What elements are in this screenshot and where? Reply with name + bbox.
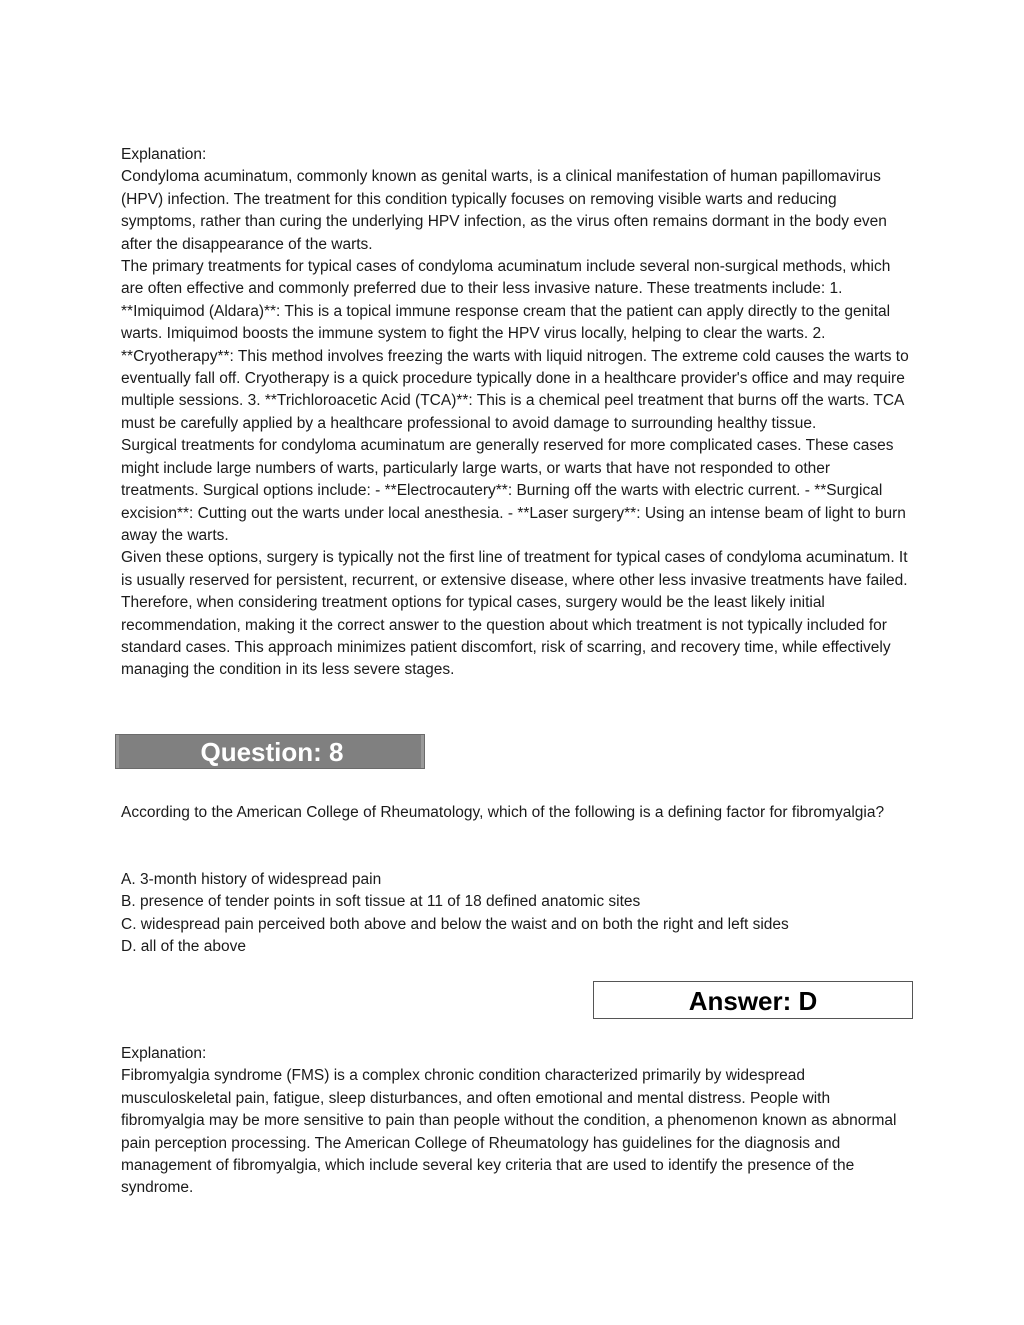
answer-label: Answer: D [688, 986, 818, 1016]
explanation-paragraph: Surgical treatments for condyloma acuminatum are generally reserved for more complicated cases. These cases might include large numbers of warts, particularly large warts, or warts that have not responded to other treatments. Surgical options include: - **Electrocautery**: Burning off the warts with electric current. - **Surgical excision**: Cutting out the warts under local anesthesia. - **Laser surgery**: Using an intense beam of light to burn away the warts. [121, 437, 906, 544]
question-text-block [121, 802, 911, 824]
explanation-label: Explanation: [121, 1045, 207, 1062]
option-a: A. 3-month history of widespread pain [121, 871, 382, 888]
explanation-label: Explanation: [121, 146, 207, 163]
explanation-paragraph: Condyloma acuminatum, commonly known as genital warts, is a clinical manifestation of human papillomavirus (HPV) infection. The treatment for this condition typically focuses on removing visible warts and reducing symptoms, rather than curing the underlying HPV infection, as the virus often remains dormant in the body even after the disappearance of the warts. [121, 168, 887, 253]
explanation-paragraph: Fibromyalgia syndrome (FMS) is a complex chronic condition characterized primarily by widespread musculoskeletal pain, fatigue, sleep disturbances, and often emotional and mental distress. People with fibromyalgia may be more sensitive to pain than people without the condition, a phenomenon known as abnormal pain perception processing. The American College of Rheumatology has guidelines for the diagnosis and management of fibromyalgia, which include several key criteria that are used to identify the presence of the syndrome. [121, 1067, 897, 1197]
option-b: B. presence of tender points in soft tissue at 11 of 18 defined anatomic sites [121, 893, 641, 911]
answer-box [593, 981, 913, 1019]
explanation-block-2 [121, 1043, 911, 1200]
answer-options [121, 869, 911, 959]
question-number: Question: 8 [200, 737, 344, 767]
option-c: C. widespread pain perceived both above and below the waist and on both the right and left sides [121, 915, 789, 933]
option-d: D. all of the above [121, 938, 246, 956]
question-text: According to the American College of Rheumatology, which of the following is a defining factor for fibromyalgia? [121, 804, 885, 821]
explanation-paragraph: Given these options, surgery is typically not the first line of treatment for typical cases of condyloma acuminatum. It is usually reserved for persistent, recurrent, or extensive disease, where other less invasive treatments have failed. Therefore, when considering treatment options for typical cases, surgery would be the least likely initial recommendation, making it the correct answer to the question about which treatment is not typically included for standard cases. This approach minimizes patient discomfort, risk of scarring, and recovery time, while effectively managing the condition in its less severe stages. [121, 549, 908, 679]
explanation-paragraph: The primary treatments for typical cases of condyloma acuminatum include several non-surgical methods, which are often effective and commonly preferred due to their less invasive nature. These treatments include: 1. **Imiquimod (Aldara)**: This is a topical immune response cream that the patient can apply directly to the genital warts. Imiquimod boosts the immune system to fight the HPV virus locally, helping to clear the warts. 2. **Cryotherapy**: This method involves freezing the warts with liquid nitrogen. The extreme cold causes the warts to eventually fall off. Cryotherapy is a quick procedure typically done in a healthcare provider's office and may require multiple sessions. 3. **Trichloroacetic Acid (TCA)**: This is a chemical peel treatment that burns off the warts. TCA must be carefully applied by a healthcare professional to avoid damage to surrounding healthy tissue. [121, 258, 909, 432]
explanation-block-1 [121, 144, 911, 682]
question-banner [115, 734, 425, 769]
